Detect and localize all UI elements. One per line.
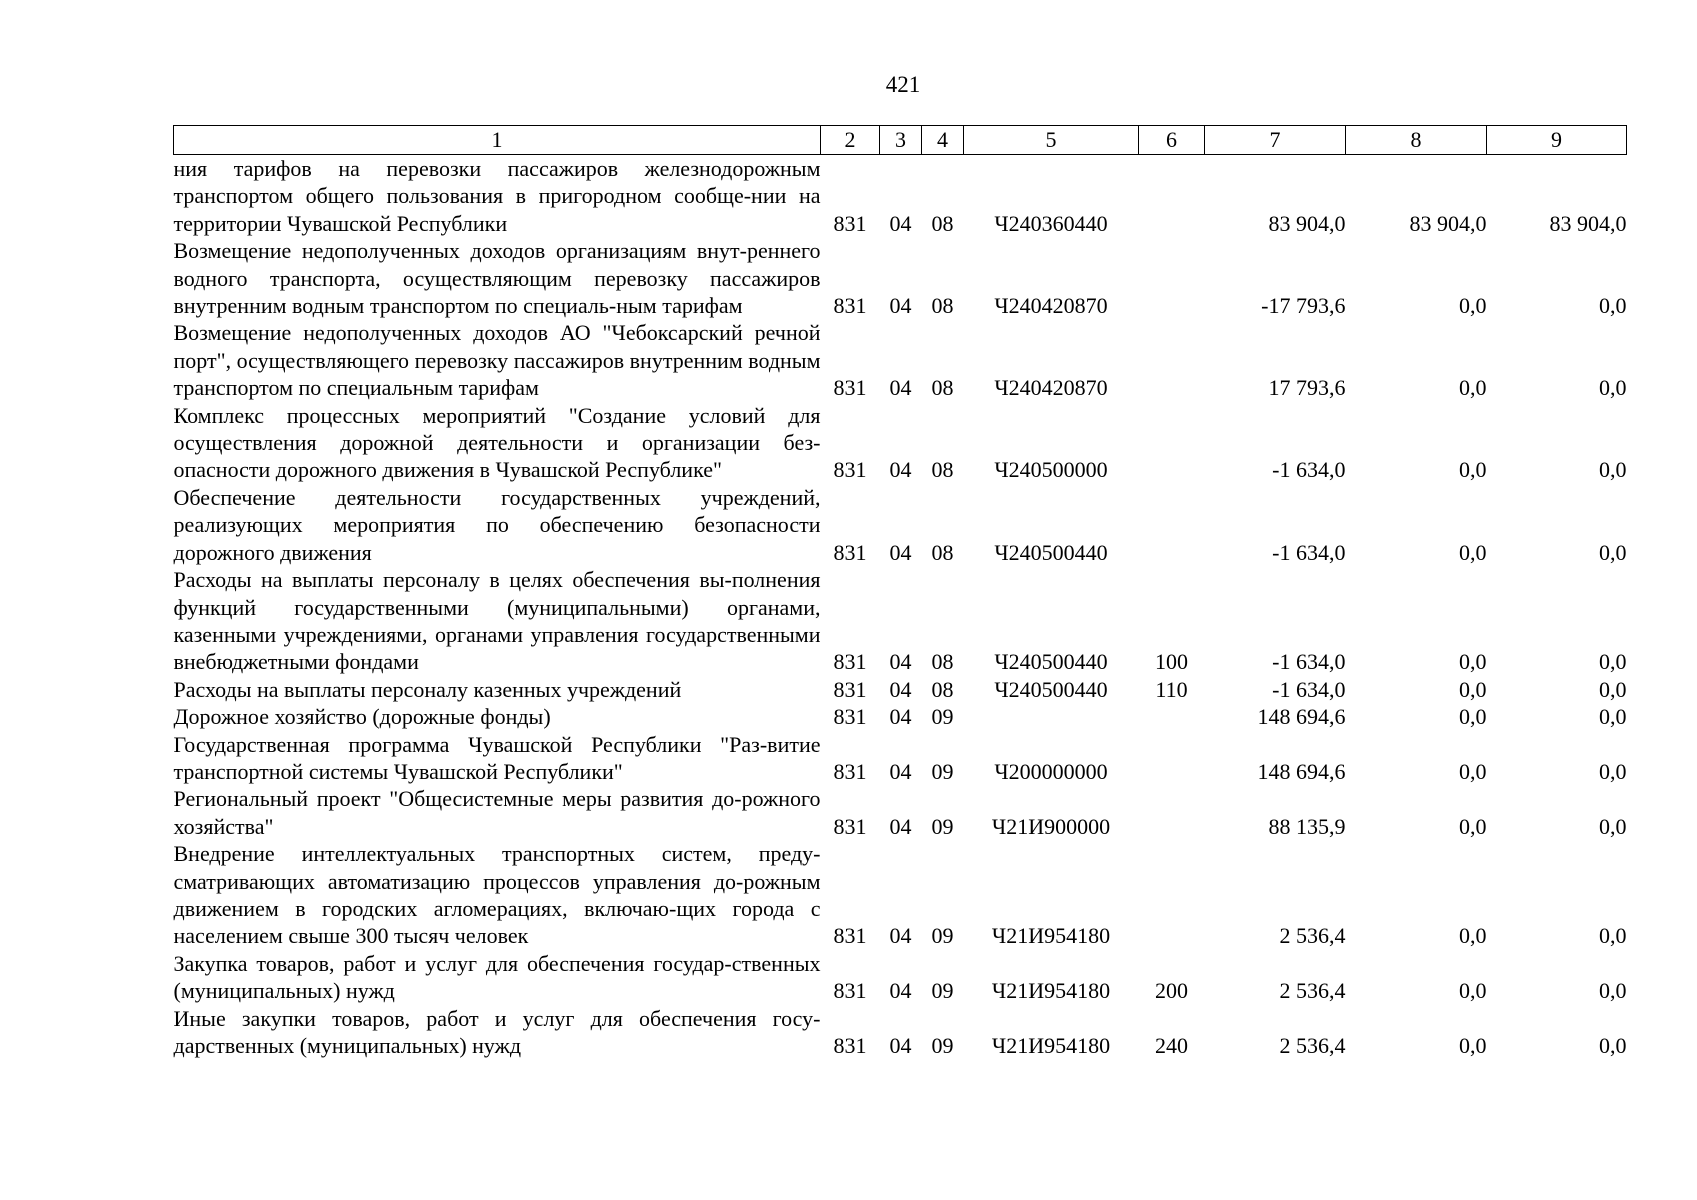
row-amount-col7: 83 904,0 [1268, 210, 1346, 236]
column-number-row [174, 126, 1627, 155]
row-amount-col7: 88 135,9 [1268, 813, 1346, 839]
row-subsection-code: 09 [931, 813, 954, 839]
row-expense-type [1139, 402, 1205, 484]
row-section-code: 04 [889, 1033, 912, 1058]
row-target-article: Ч240420870 [994, 375, 1108, 401]
row-name: Расходы на выплаты персоналу казенных учреждений [173, 676, 682, 702]
row-subsection-code: 09 [931, 758, 954, 784]
row-subsection-code: 08 [931, 539, 954, 565]
row-ministry-code: 831 [833, 1033, 867, 1058]
row-expense-type: 110 [1155, 676, 1188, 702]
row-section-code: 04 [889, 923, 912, 949]
row-ministry-code: 831 [833, 704, 867, 730]
row-subsection-code: 08 [931, 210, 954, 236]
row-expense-type [1139, 155, 1205, 238]
table-row [174, 237, 1627, 319]
row-amount-col9: 0,0 [1599, 978, 1627, 1004]
row-amount-col7: -1 634,0 [1272, 539, 1346, 565]
row-amount-col8: 0,0 [1459, 649, 1487, 675]
column-header-3: 3 [880, 126, 922, 155]
row-section-code: 04 [889, 457, 912, 483]
column-header-7: 7 [1205, 126, 1346, 155]
row-section-code: 04 [889, 210, 912, 236]
row-amount-col7: 2 536,4 [1279, 923, 1346, 949]
row-amount-col9: 0,0 [1599, 704, 1627, 730]
row-ministry-code: 831 [833, 978, 867, 1004]
row-amount-col9: 0,0 [1599, 923, 1627, 949]
row-name: Внедрение интеллектуальных транспортных систем, преду-сматривающих автоматизацию процессов управления до-рожным движением в городских агломерациях, включаю-щих города с населением свыше 300 тысяч человек [173, 841, 821, 949]
row-ministry-code: 831 [833, 457, 867, 483]
row-target-article: Ч21И954180 [991, 978, 1111, 1004]
row-ministry-code: 831 [833, 813, 867, 839]
row-section-code: 04 [889, 978, 912, 1004]
row-section-code: 04 [889, 539, 912, 565]
row-amount-col9: 0,0 [1599, 1033, 1627, 1058]
row-target-article: Ч21И900000 [991, 813, 1111, 839]
row-amount-col8: 0,0 [1459, 1033, 1487, 1058]
row-amount-col8: 0,0 [1459, 758, 1487, 784]
row-expense-type [1139, 484, 1205, 566]
table-row [174, 731, 1627, 786]
column-header-5: 5 [964, 126, 1139, 155]
row-ministry-code: 831 [833, 375, 867, 401]
row-target-article [964, 703, 1139, 730]
row-target-article: Ч240500440 [994, 676, 1108, 702]
row-expense-type: 240 [1155, 1033, 1188, 1058]
row-amount-col9: 0,0 [1599, 457, 1627, 483]
table-row [174, 155, 1627, 238]
column-header-6: 6 [1139, 126, 1205, 155]
budget-table [173, 125, 1627, 1059]
table-row [174, 1005, 1627, 1060]
row-target-article: Ч21И954180 [991, 1033, 1111, 1058]
row-amount-col7: 2 536,4 [1279, 978, 1346, 1004]
row-amount-col8: 0,0 [1459, 457, 1487, 483]
table-row [174, 484, 1627, 566]
row-expense-type [1139, 731, 1205, 786]
column-header-1: 1 [174, 126, 821, 155]
row-section-code: 04 [889, 375, 912, 401]
row-amount-col7: -1 634,0 [1272, 676, 1346, 702]
table-row [174, 840, 1627, 950]
row-amount-col8: 0,0 [1459, 813, 1487, 839]
row-target-article: Ч240420870 [994, 293, 1108, 319]
row-expense-type [1139, 319, 1205, 401]
row-section-code: 04 [889, 676, 912, 702]
row-ministry-code: 831 [833, 676, 867, 702]
row-ministry-code: 831 [833, 649, 867, 675]
row-name: Обеспечение деятельности государственных учреждений, реализующих мероприятия по обеспечению безопасности дорожного движения [173, 484, 821, 565]
row-expense-type: 100 [1155, 649, 1188, 675]
row-amount-col7: 17 793,6 [1268, 375, 1346, 401]
row-ministry-code: 831 [833, 923, 867, 949]
row-amount-col7: -1 634,0 [1272, 457, 1346, 483]
row-amount-col8: 0,0 [1459, 923, 1487, 949]
row-amount-col7: 148 694,6 [1257, 758, 1346, 784]
row-amount-col8: 0,0 [1459, 676, 1487, 702]
row-expense-type [1139, 840, 1205, 950]
row-amount-col9: 83 904,0 [1549, 210, 1627, 236]
row-amount-col8: 0,0 [1459, 375, 1487, 401]
row-amount-col8: 83 904,0 [1409, 210, 1487, 236]
row-target-article: Ч200000000 [994, 758, 1108, 784]
row-amount-col8: 0,0 [1459, 704, 1487, 730]
row-subsection-code: 08 [931, 293, 954, 319]
table-row [174, 703, 1627, 730]
row-target-article: Ч240500440 [994, 539, 1108, 565]
row-ministry-code: 831 [833, 210, 867, 236]
row-amount-col8: 0,0 [1459, 539, 1487, 565]
row-target-article: Ч240500440 [994, 649, 1108, 675]
row-section-code: 04 [889, 293, 912, 319]
row-amount-col9: 0,0 [1599, 539, 1627, 565]
row-section-code: 04 [889, 758, 912, 784]
row-expense-type [1139, 703, 1205, 730]
row-subsection-code: 09 [931, 704, 954, 730]
row-subsection-code: 09 [931, 1033, 954, 1058]
table-row [174, 319, 1627, 401]
column-header-4: 4 [922, 126, 964, 155]
row-amount-col9: 0,0 [1599, 758, 1627, 784]
row-amount-col9: 0,0 [1599, 813, 1627, 839]
row-section-code: 04 [889, 704, 912, 730]
row-subsection-code: 09 [931, 923, 954, 949]
row-expense-type [1139, 237, 1205, 319]
row-section-code: 04 [889, 813, 912, 839]
row-ministry-code: 831 [833, 758, 867, 784]
row-subsection-code: 08 [931, 676, 954, 702]
row-name: Дорожное хозяйство (дорожные фонды) [173, 704, 551, 730]
row-name: Закупка товаров, работ и услуг для обеспечения государ-ственных (муниципальных) нужд [173, 950, 821, 1004]
row-name: Региональный проект "Общесистемные меры развития до-рожного хозяйства" [173, 786, 821, 839]
row-name: Расходы на выплаты персоналу в целях обеспечения вы-полнения функций государственными (муниципальными) органами, казенными учреждениями, органами управления государственными внебюджетными фондами [173, 567, 821, 675]
table-row [174, 950, 1627, 1005]
row-section-code: 04 [889, 649, 912, 675]
row-ministry-code: 831 [833, 539, 867, 565]
row-expense-type: 200 [1155, 978, 1188, 1004]
row-subsection-code: 09 [931, 978, 954, 1004]
row-amount-col9: 0,0 [1599, 375, 1627, 401]
row-amount-col9: 0,0 [1599, 676, 1627, 702]
table-row [174, 402, 1627, 484]
row-name: Иные закупки товаров, работ и услуг для обеспечения госу-дарственных (муниципальных) нужд [173, 1005, 821, 1058]
row-target-article: Ч240500000 [994, 457, 1108, 483]
row-amount-col7: -17 793,6 [1261, 293, 1346, 319]
column-header-2: 2 [821, 126, 880, 155]
table-row [174, 785, 1627, 840]
row-name: Возмещение недополученных доходов АО "Чебоксарский речной порт", осуществляющего перевозку пассажиров внутренним водным транспортом по специальным тарифам [173, 320, 821, 401]
column-header-8: 8 [1346, 126, 1487, 155]
row-amount-col7: 2 536,4 [1279, 1033, 1346, 1058]
row-expense-type [1139, 785, 1205, 840]
table-row [174, 566, 1627, 676]
row-name: ния тарифов на перевозки пассажиров железнодорожным транспортом общего пользования в пригородном сообще-нии на территории Чувашской Республики [173, 156, 821, 236]
row-amount-col8: 0,0 [1459, 293, 1487, 319]
page-number: 421 [885, 72, 921, 97]
row-name: Государственная программа Чувашской Республики "Раз-витие транспортной системы Чувашской Республики" [173, 731, 821, 784]
row-name: Комплекс процессных мероприятий "Создание условий для осуществления дорожной деятельности и организации без-опасности дорожного движения в Чувашской Республике" [173, 402, 821, 483]
table-row [174, 676, 1627, 703]
row-subsection-code: 08 [931, 457, 954, 483]
row-ministry-code: 831 [833, 293, 867, 319]
row-amount-col8: 0,0 [1459, 978, 1487, 1004]
column-header-9: 9 [1487, 126, 1627, 155]
row-subsection-code: 08 [931, 375, 954, 401]
row-amount-col9: 0,0 [1599, 293, 1627, 319]
row-target-article: Ч240360440 [994, 210, 1108, 236]
row-subsection-code: 08 [931, 649, 954, 675]
row-amount-col7: 148 694,6 [1257, 704, 1346, 730]
row-target-article: Ч21И954180 [991, 923, 1111, 949]
row-name: Возмещение недополученных доходов организациям внут-реннего водного транспорта, осуществляющим перевозку пассажиров внутренним водным транспортом по специаль-ным тарифам [173, 238, 821, 319]
row-amount-col7: -1 634,0 [1272, 649, 1346, 675]
row-amount-col9: 0,0 [1599, 649, 1627, 675]
